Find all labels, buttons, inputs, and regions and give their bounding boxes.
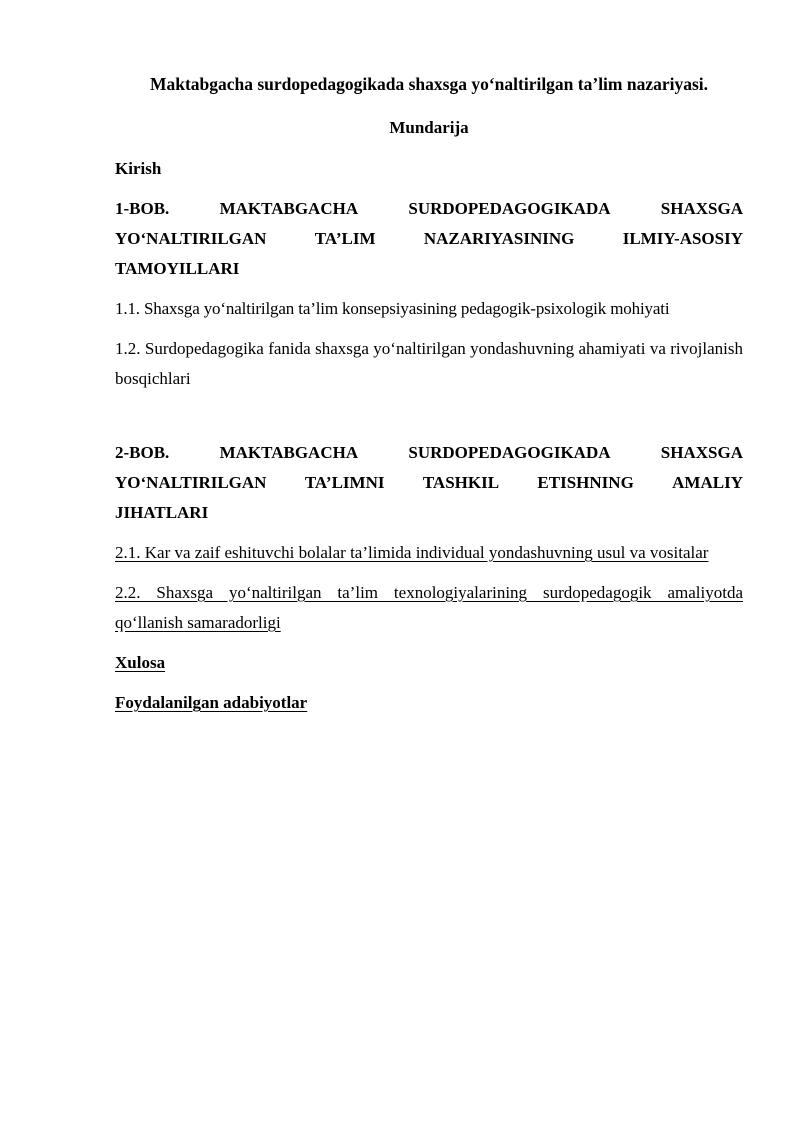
chapter-1-word: SURDOPEDAGOGIKADA: [408, 199, 611, 218]
toc-section-1-1: 1.1. Shaxsga yo‘naltirilgan ta’lim konsepsiyasining pedagogik-psixologik mohiyati: [115, 299, 670, 318]
chapter-2-word: TA’LIMNI: [304, 473, 385, 492]
chapter-1-line-2: [115, 224, 743, 254]
toc-heading: Mundarija: [389, 118, 469, 137]
chapter-2-line-1: [115, 438, 743, 468]
toc-section-2-1[interactable]: [115, 538, 743, 568]
toc-intro: Kirish: [115, 159, 162, 178]
chapter-1-word: MAKTABGACHA: [219, 199, 359, 218]
chapter-2-word: ETISHNING: [537, 473, 634, 492]
chapter-1-word: NAZARIYASINING: [423, 229, 575, 248]
chapter-1-line-1: [115, 194, 743, 224]
toc-section-2-2[interactable]: [115, 578, 743, 638]
document-page: [115, 72, 743, 728]
chapter-1-word: 1-BOB.: [115, 199, 170, 218]
chapter-2-line-2: [115, 468, 743, 498]
chapter-2-word: TASHKIL: [422, 473, 500, 492]
chapter-1-word: SHAXSGA: [660, 199, 743, 218]
toc-conclusion[interactable]: [115, 648, 743, 678]
chapter-2-word: JIHATLARI: [115, 503, 209, 522]
chapter-2-word: SHAXSGA: [660, 443, 743, 462]
chapter-1-word: TAMOYILLARI: [115, 259, 240, 278]
chapter-1-word: ILMIY-ASOSIY: [622, 229, 743, 248]
toc-link-section-2-1[interactable]: 2.1. Kar va zaif eshituvchi bolalar ta’limida individual yondashuvning usul va vositalar: [115, 543, 709, 562]
chapter-2-word: AMALIY: [672, 473, 743, 492]
chapter-1-word: TA’LIM: [314, 229, 376, 248]
toc-link-references[interactable]: Foydalanilgan adabiyotlar: [115, 693, 308, 712]
chapter-1-word: YO‘NALTIRILGAN: [115, 229, 267, 248]
toc-section-1-2: 1.2. Surdopedagogika fanida shaxsga yo‘naltirilgan yondashuvning ahamiyati va rivojlanish bosqichlari: [115, 339, 743, 388]
chapter-2-line-3: [115, 498, 743, 528]
chapter-1-line-3: [115, 254, 743, 284]
toc-chapter-2: [115, 438, 743, 528]
document-title: Maktabgacha surdopedagogikada shaxsga yo‘naltirilgan ta’lim nazariyasi.: [149, 74, 709, 94]
toc-chapter-1: [115, 194, 743, 284]
toc-link-conclusion[interactable]: Xulosa: [115, 653, 166, 672]
chapter-2-word: MAKTABGACHA: [219, 443, 359, 462]
toc-link-section-2-2[interactable]: 2.2. Shaxsga yo‘naltirilgan ta’lim texnologiyalarining surdopedagogik amaliyotda qo‘llanish samaradorligi: [115, 583, 743, 632]
chapter-2-word: SURDOPEDAGOGIKADA: [408, 443, 611, 462]
toc-references[interactable]: [115, 688, 743, 718]
chapter-2-word: YO‘NALTIRILGAN: [115, 473, 267, 492]
chapter-2-word: 2-BOB.: [115, 443, 170, 462]
